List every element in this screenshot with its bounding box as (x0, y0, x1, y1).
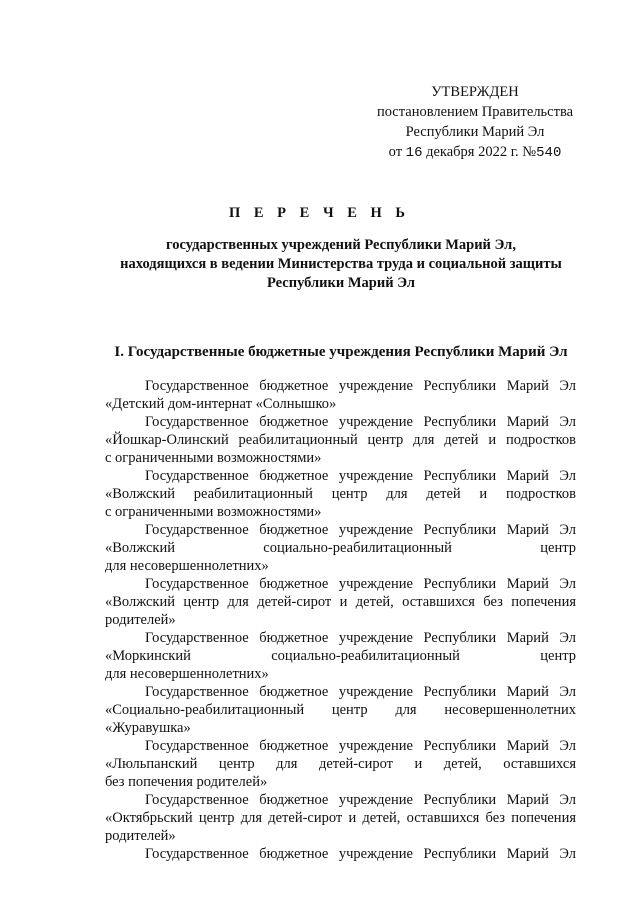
institution-entry-name-line: для несовершеннолетних» (105, 558, 269, 574)
institution-entry-name-line: для несовершеннолетних» (105, 666, 269, 682)
approval-status: УТВЕРЖДЕН (431, 84, 519, 100)
institution-entry-type: Государственное бюджетное учреждение Республики Марий Эл (145, 738, 576, 754)
institution-entry-name-line: «Люльпанский центр для детей-сирот и детей, оставшихся (105, 756, 576, 772)
document-subtitle (100, 236, 582, 293)
institution-entry-name-line: «Волжский реабилитационный центр для детей и подростков (105, 486, 576, 502)
institution-entry-type: Государственное бюджетное учреждение Республики Марий Эл (145, 684, 576, 700)
institution-entry-type: Государственное бюджетное учреждение Республики Марий Эл (145, 414, 576, 430)
institution-entry-type: Государственное бюджетное учреждение Республики Марий Эл (145, 378, 576, 394)
institution-entry-name-line: «Социально-реабилитационный центр для несовершеннолетних (105, 702, 576, 718)
institution-entry-type: Государственное бюджетное учреждение Республики Марий Эл (145, 630, 576, 646)
approval-line-2: Республики Марий Эл (405, 124, 545, 140)
institution-entry (105, 683, 576, 737)
institution-list (105, 377, 576, 863)
approval-date (360, 142, 590, 163)
institution-entry-type: Государственное бюджетное учреждение Республики Марий Эл (145, 576, 576, 592)
subtitle-line-2: находящихся в ведении Министерства труда и социальной защиты (120, 256, 562, 272)
institution-entry-name-line: «Волжский центр для детей-сирот и детей, оставшихся без попечения (105, 594, 576, 610)
institution-entry (105, 737, 576, 791)
approval-line-1: постановлением Правительства (376, 104, 574, 120)
institution-entry-type: Государственное бюджетное учреждение Республики Марий Эл (145, 468, 576, 484)
institution-entry-name-line: с ограниченными возможностями» (105, 450, 322, 466)
institution-entry (105, 377, 576, 413)
institution-entry-type: Государственное бюджетное учреждение Республики Марий Эл (145, 522, 576, 538)
subtitle-line-3: Республики Марий Эл (267, 275, 415, 291)
institution-entry (105, 845, 576, 863)
section-heading: I. Государственные бюджетные учреждения Республики Марий Эл (114, 344, 568, 360)
institution-entry-name-line: «Октябрьский центр для детей-сирот и детей, оставшихся без попечения (105, 810, 576, 826)
institution-entry-type: Государственное бюджетное учреждение Республики Марий Эл (145, 792, 576, 808)
institution-entry (105, 575, 576, 629)
institution-entry-name-line: «Йошкар-Олинский реабилитационный центр для детей и подростков (105, 432, 576, 448)
institution-entry (105, 467, 576, 521)
institution-entry-name-line: «Моркинский социально-реабилитационный центр (105, 648, 576, 664)
institution-entry-name-line: «Детский дом-интернат «Солнышко» (105, 396, 337, 412)
institution-entry (105, 791, 576, 845)
institution-entry-name-line: без попечения родителей» (105, 774, 268, 790)
institution-entry-type: Государственное бюджетное учреждение Республики Марий Эл (145, 846, 576, 862)
institution-entry (105, 413, 576, 467)
institution-entry-name-line: с ограниченными возможностями» (105, 504, 322, 520)
institution-entry-name-line: «Журавушка» (105, 720, 191, 736)
subtitle-line-1: государственных учреждений Республики Марий Эл, (166, 237, 516, 253)
institution-entry (105, 521, 576, 575)
approval-date-prefix: от (388, 144, 403, 160)
institution-entry-name-line: «Волжский социально-реабилитационный центр (105, 540, 576, 556)
approval-stamp (360, 82, 590, 163)
institution-entry-name-line: родителей» (105, 828, 176, 844)
approval-number: 540 (536, 145, 562, 161)
approval-date-day: 16 (405, 145, 423, 161)
institution-entry (105, 629, 576, 683)
institution-entry-name-line: родителей» (105, 612, 176, 628)
document-title: П Е Р Е Ч Е Н Ь (228, 205, 411, 221)
approval-date-rest: декабря 2022 г. № (426, 144, 537, 160)
